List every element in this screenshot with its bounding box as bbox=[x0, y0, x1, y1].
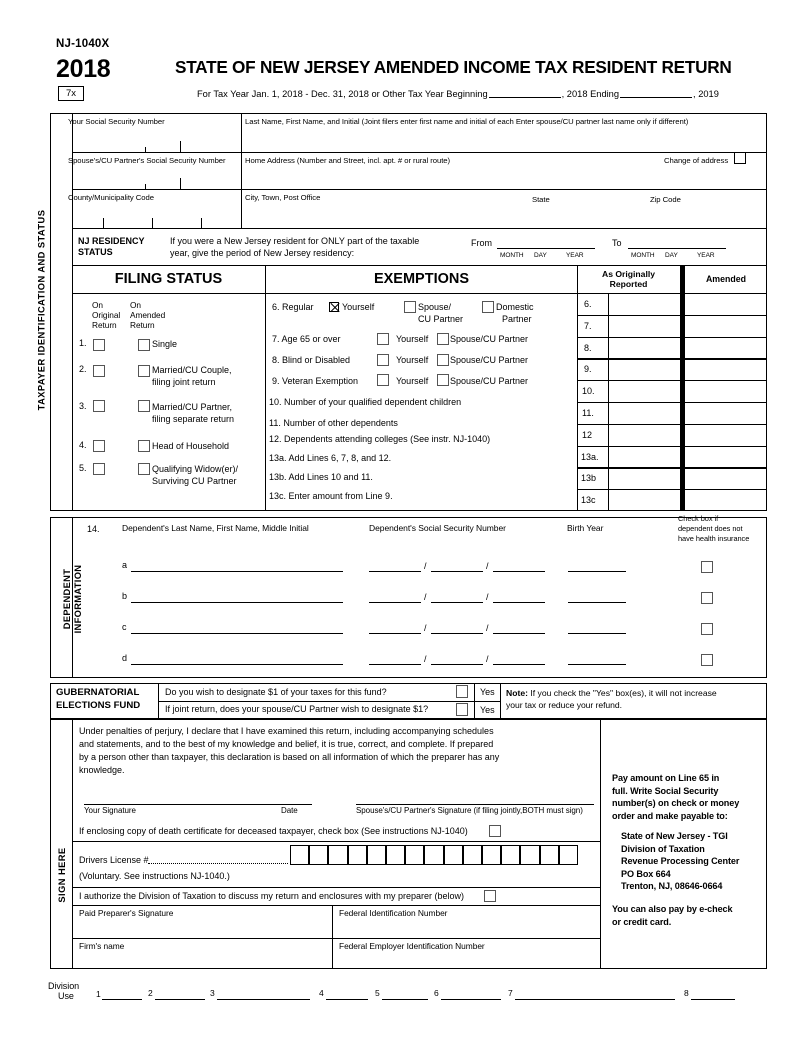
exemption-original-value-13c[interactable] bbox=[609, 490, 680, 511]
exemption-row-number-8: 8. bbox=[584, 343, 592, 353]
filing-col1-label-l1: On bbox=[92, 300, 103, 310]
exemption-row-number-9: 9. bbox=[584, 364, 592, 374]
form-header bbox=[0, 0, 800, 110]
exemption-line6-yourself-label: Yourself bbox=[342, 302, 375, 312]
sidebar-label-dependent-l2: INFORMATION bbox=[73, 564, 83, 634]
exemption-line8-yourself-label: Yourself bbox=[396, 355, 429, 365]
exemption-line6-domestic-checkbox[interactable] bbox=[482, 301, 494, 313]
dependent-col-name: Dependent's Last Name, First Name, Middle Initial bbox=[122, 523, 309, 533]
exemption-line6-domestic-label-l2: Partner bbox=[502, 314, 532, 324]
tax-year-line bbox=[197, 89, 719, 99]
drivers-license-char-box[interactable] bbox=[309, 845, 328, 865]
exemption-line7-yourself-label: Yourself bbox=[396, 334, 429, 344]
residency-title-line1: NJ RESIDENCY bbox=[78, 236, 145, 246]
division-use-number-6: 6 bbox=[434, 988, 439, 998]
exemption-row-number-13a: 13a. bbox=[581, 452, 599, 462]
filing-amended-checkbox-5[interactable] bbox=[138, 463, 150, 475]
payment-echeck-note bbox=[612, 903, 767, 928]
filing-original-checkbox-3[interactable] bbox=[93, 400, 105, 412]
payment-address bbox=[621, 830, 771, 893]
col-as-originally-reported-l2: Reported bbox=[609, 279, 648, 289]
exemption-original-value-7[interactable] bbox=[609, 316, 680, 337]
filing-amended-checkbox-3[interactable] bbox=[138, 400, 150, 412]
exemption-line8-spouse-label: Spouse/CU Partner bbox=[450, 355, 529, 365]
tax-year-end-blank[interactable] bbox=[620, 89, 692, 98]
exemption-line7-spouse-checkbox[interactable] bbox=[437, 333, 449, 345]
dependent-ssn-slash2-a: / bbox=[486, 561, 489, 571]
dependent-ssn-slash2-d: / bbox=[486, 654, 489, 664]
authorize-checkbox[interactable] bbox=[484, 890, 496, 902]
dependent-ssn-part3-b[interactable] bbox=[493, 602, 545, 603]
exemption-line9-label: 9. Veteran Exemption bbox=[272, 376, 359, 386]
filing-row-number-3: 3. bbox=[79, 401, 87, 411]
perjury-statement-l3: by a person other than taxpayer, this declaration is based on all information of which the preparer has any bbox=[79, 752, 500, 762]
gubernatorial-yes-label-1: Yes bbox=[480, 687, 495, 697]
exemption-row-number-13c: 13c bbox=[581, 495, 596, 505]
dependent-col-ssn: Dependent's Social Security Number bbox=[369, 523, 506, 533]
date-label: Date bbox=[281, 806, 298, 815]
drivers-license-char-box[interactable] bbox=[501, 845, 520, 865]
federal-id-label: Federal Identification Number bbox=[339, 908, 448, 918]
drivers-license-char-box[interactable] bbox=[520, 845, 539, 865]
exemption-original-value-12[interactable] bbox=[609, 425, 680, 446]
exemption-line6-domestic-label-l1: Domestic bbox=[496, 302, 534, 312]
drivers-license-dots bbox=[148, 863, 288, 864]
gubernatorial-note-line-2: your tax or reduce your refund. bbox=[506, 700, 622, 710]
dependent-col-check-l3: have health insurance bbox=[678, 534, 750, 543]
residency-text-line2: year, give the period of New Jersey residency: bbox=[170, 248, 355, 258]
division-use-field-5[interactable] bbox=[382, 999, 428, 1000]
dependent-ssn-slash1-a: / bbox=[424, 561, 427, 571]
dependent-line-number: 14. bbox=[87, 524, 100, 534]
dependent-ssn-slash2-c: / bbox=[486, 623, 489, 633]
exemption-original-value-13b[interactable] bbox=[609, 468, 680, 489]
dependent-ssn-part1-a[interactable] bbox=[369, 571, 421, 572]
dependent-row-letter-b: b bbox=[122, 591, 128, 601]
col-amended: Amended bbox=[705, 274, 747, 284]
exemption-row-number-12: 12 bbox=[582, 430, 593, 440]
exemption-amended-value-13c[interactable] bbox=[686, 490, 766, 511]
division-use-label-l1: Division bbox=[48, 981, 80, 991]
filing-row-label-3a: Married/CU Partner, bbox=[152, 402, 233, 412]
filing-amended-checkbox-2[interactable] bbox=[138, 365, 150, 377]
division-use-label-l2: Use bbox=[58, 991, 74, 1001]
exemption-line7-yourself-checkbox[interactable] bbox=[377, 333, 389, 345]
residency-to-day: DAY bbox=[665, 252, 678, 259]
sign-authorize-divider bbox=[72, 887, 600, 888]
tax-year-text-3: , 2019 bbox=[693, 89, 719, 99]
death-certificate-checkbox[interactable] bbox=[489, 825, 501, 837]
sidebar-label-sign-here: SIGN HERE bbox=[57, 847, 67, 903]
drivers-license-char-box[interactable] bbox=[290, 845, 309, 865]
payment-instructions bbox=[612, 772, 762, 822]
exemption-original-value-6[interactable] bbox=[609, 294, 680, 315]
dependent-row-letter-d: d bbox=[122, 653, 128, 663]
dependent-no-insurance-checkbox-b[interactable] bbox=[701, 592, 713, 604]
county-tick-2 bbox=[152, 218, 153, 228]
payment-line-1: Pay amount on Line 65 in bbox=[612, 773, 720, 783]
exemption-amended-value-9[interactable] bbox=[686, 359, 766, 380]
gubernatorial-yes-checkbox-2[interactable] bbox=[456, 703, 468, 716]
spouse-ssn-tick-2 bbox=[180, 178, 181, 189]
filing-col1-label-l3: Return bbox=[92, 320, 117, 330]
dependent-col-check-l2: dependent does not bbox=[678, 524, 743, 533]
residency-to-month: MONTH bbox=[631, 252, 655, 259]
filing-col2-label-l1: On bbox=[130, 300, 141, 310]
exemption-line7-label: 7. Age 65 or over bbox=[272, 334, 341, 344]
residency-from-blank[interactable] bbox=[497, 248, 595, 249]
exemption-line12-label: 12. Dependents attending colleges (See instr. NJ-1040) bbox=[269, 434, 491, 444]
filing-exemptions-divider bbox=[265, 265, 266, 511]
dependent-birth-year-d[interactable] bbox=[568, 664, 626, 665]
exemption-line6-spouse-label-l2: CU Partner bbox=[418, 314, 464, 324]
division-use-number-7: 7 bbox=[508, 988, 513, 998]
firm-name-field[interactable] bbox=[75, 951, 330, 968]
sign-payment-divider bbox=[600, 719, 601, 969]
dependent-ssn-part1-c[interactable] bbox=[369, 633, 421, 634]
division-use-number-8: 8 bbox=[684, 988, 689, 998]
exemption-amended-value-7[interactable] bbox=[686, 316, 766, 337]
dependent-ssn-part3-a[interactable] bbox=[493, 571, 545, 572]
exemption-line9-yourself-label: Yourself bbox=[396, 376, 429, 386]
exemption-original-value-8[interactable] bbox=[609, 338, 680, 359]
exemption-line11-label: 11. Number of other dependents bbox=[269, 418, 398, 428]
filing-col2-label-l3: Return bbox=[130, 320, 155, 330]
perjury-statement-l1: Under penalties of perjury, I declare that I have examined this return, including accompanying schedules bbox=[79, 726, 494, 736]
drivers-license-char-box[interactable] bbox=[540, 845, 559, 865]
division-use-field-4[interactable] bbox=[326, 999, 368, 1000]
dependent-ssn-part2-a[interactable] bbox=[431, 571, 483, 572]
exemption-line6-spouse-checkbox[interactable] bbox=[404, 301, 416, 313]
page-title: STATE OF NEW JERSEY AMENDED INCOME TAX RESIDENT RETURN bbox=[175, 57, 732, 77]
dependent-ssn-part3-d[interactable] bbox=[493, 664, 545, 665]
filing-row-number-1: 1. bbox=[79, 338, 87, 348]
dependent-ssn-part3-c[interactable] bbox=[493, 633, 545, 634]
gubernatorial-note-text: If you check the "Yes" box(es), it will not increase bbox=[527, 688, 717, 698]
gubernatorial-note-divider bbox=[500, 683, 501, 719]
payment-line-4: order and make payable to: bbox=[612, 810, 728, 821]
drivers-license-char-box[interactable] bbox=[482, 845, 501, 865]
exemption-row-number-6: 6. bbox=[584, 299, 592, 309]
exemption-amended-value-13a[interactable] bbox=[686, 446, 766, 467]
filing-row-label-3b: filing separate return bbox=[152, 414, 235, 424]
tax-year-text-1: For Tax Year Jan. 1, 2018 - Dec. 31, 2018 or Other Tax Year Beginning bbox=[197, 89, 488, 99]
gubernatorial-note-line-1 bbox=[506, 688, 717, 698]
filing-row-label-5a: Qualifying Widow(er)/ bbox=[152, 464, 239, 474]
label-state: State bbox=[532, 195, 550, 204]
sign-preparer-divider bbox=[72, 905, 600, 906]
filing-amended-checkbox-4[interactable] bbox=[138, 440, 150, 452]
taxpayer-sidebar-divider bbox=[72, 113, 73, 511]
exemption-line13c-label: 13c. Enter amount from Line 9. bbox=[269, 491, 393, 501]
drivers-license-char-box[interactable] bbox=[348, 845, 367, 865]
exemption-original-value-13a[interactable] bbox=[609, 446, 680, 467]
paid-preparer-label: Paid Preparer's Signature bbox=[79, 908, 174, 918]
tax-year-text-2: , 2018 Ending bbox=[561, 89, 620, 99]
dependent-ssn-slash1-d: / bbox=[424, 654, 427, 664]
filing-row-number-5: 5. bbox=[79, 463, 87, 473]
county-tick-1 bbox=[103, 218, 104, 228]
exemption-line9-yourself-checkbox[interactable] bbox=[377, 374, 389, 386]
exemption-line8-yourself-checkbox[interactable] bbox=[377, 354, 389, 366]
exemption-amended-value-10[interactable] bbox=[686, 381, 766, 402]
exemption-original-value-9[interactable] bbox=[609, 359, 680, 380]
amended-col-left bbox=[680, 265, 685, 511]
filing-row-number-4: 4. bbox=[79, 440, 87, 450]
payment-address-1: State of New Jersey - TGI bbox=[621, 831, 728, 841]
division-use-number-3: 3 bbox=[210, 988, 215, 998]
payment-line-3: number(s) on check or money bbox=[612, 798, 740, 809]
dependent-col-check-l1: Check box if bbox=[678, 514, 719, 523]
dependent-birth-year-a[interactable] bbox=[568, 571, 626, 572]
drivers-license-char-box[interactable] bbox=[444, 845, 463, 865]
exemption-line8-spouse-checkbox[interactable] bbox=[437, 354, 449, 366]
exemption-amended-value-12[interactable] bbox=[686, 425, 766, 446]
sign-firm-divider bbox=[72, 938, 600, 939]
exemption-amended-value-6[interactable] bbox=[686, 294, 766, 315]
exemption-amended-value-11[interactable] bbox=[686, 403, 766, 424]
col-as-originally-reported-l1: As Originally bbox=[601, 269, 655, 279]
drivers-license-char-box[interactable] bbox=[559, 845, 578, 865]
federal-employer-id-field[interactable] bbox=[335, 951, 597, 968]
exemption-row-number-10: 10. bbox=[582, 386, 595, 396]
firm-name-label: Firm's name bbox=[79, 941, 125, 951]
revision-code: 7x bbox=[58, 86, 84, 101]
division-use-field-1[interactable] bbox=[102, 999, 142, 1000]
residency-title-line2: STATUS bbox=[78, 247, 113, 257]
division-use-number-1: 1 bbox=[96, 989, 101, 999]
dependent-ssn-part2-d[interactable] bbox=[431, 664, 483, 665]
division-use-number-2: 2 bbox=[148, 988, 153, 998]
sidebar-label-taxpayer: TAXPAYER IDENTIFICATION AND STATUS bbox=[36, 209, 47, 411]
filing-row-label-2b: filing joint return bbox=[152, 377, 216, 387]
death-certificate-label: If enclosing copy of death certificate for deceased taxpayer, check box (See instructions NJ-1040) bbox=[79, 826, 468, 836]
exemption-row-number-11: 11. bbox=[582, 408, 594, 418]
filing-row-label-4: Head of Household bbox=[152, 441, 230, 451]
dependent-name-field-a[interactable] bbox=[131, 571, 343, 572]
sidebar-label-dependent bbox=[62, 548, 84, 650]
residency-to-blank[interactable] bbox=[628, 248, 726, 249]
drivers-license-char-box[interactable] bbox=[328, 845, 347, 865]
exemption-original-value-10[interactable] bbox=[609, 381, 680, 402]
filing-row-label-2a: Married/CU Couple, bbox=[152, 365, 232, 375]
division-use-number-5: 5 bbox=[375, 988, 380, 998]
payment-address-3: Revenue Processing Center bbox=[621, 856, 740, 867]
exemption-line6-yourself-checkbox[interactable] bbox=[329, 302, 339, 312]
exemption-line9-spouse-label: Spouse/CU Partner bbox=[450, 376, 529, 386]
filing-original-checkbox-4[interactable] bbox=[93, 440, 105, 452]
exemption-line9-spouse-checkbox[interactable] bbox=[437, 374, 449, 386]
division-use-number-4: 4 bbox=[319, 988, 324, 998]
residency-to-year: YEAR bbox=[697, 252, 715, 259]
exemption-amended-value-8[interactable] bbox=[686, 338, 766, 359]
form-number: NJ-1040X bbox=[56, 38, 110, 50]
filing-status-heading: FILING STATUS bbox=[114, 271, 223, 287]
exemption-line6-label: 6. Regular bbox=[272, 302, 314, 312]
exemption-line6-spouse-label-l1: Spouse/ bbox=[418, 302, 452, 312]
filing-original-checkbox-1[interactable] bbox=[93, 339, 105, 351]
perjury-statement-l2: and statements, and to the best of my knowledge and belief, it is true, correct, and complete. If prepared bbox=[79, 739, 494, 749]
gubernatorial-title-l2: ELECTIONS FUND bbox=[56, 700, 141, 711]
residency-from-year: YEAR bbox=[566, 252, 584, 259]
form-year: 2018 bbox=[56, 55, 111, 83]
exemption-line10-label: 10. Number of your qualified dependent children bbox=[269, 397, 462, 407]
residency-from-month: MONTH bbox=[500, 252, 524, 259]
gubernatorial-yes-label-2: Yes bbox=[480, 705, 495, 715]
label-change-of-address: Change of address bbox=[664, 156, 729, 165]
spouse-signature-field[interactable] bbox=[356, 804, 594, 805]
filing-row-label-5b: Surviving CU Partner bbox=[152, 476, 237, 486]
perjury-statement-l4: knowledge. bbox=[79, 765, 125, 775]
dependent-name-field-c[interactable] bbox=[131, 633, 343, 634]
your-signature-label: Your Signature bbox=[84, 806, 136, 815]
drivers-license-char-box[interactable] bbox=[405, 845, 424, 865]
gubernatorial-note-bold: Note: bbox=[506, 688, 528, 698]
drivers-license-char-box[interactable] bbox=[424, 845, 443, 865]
payment-address-5: Trenton, NJ, 08646-0664 bbox=[621, 881, 723, 892]
label-name-line: Last Name, First Name, and Initial (Joint filers enter first name and initial of each Enter spouse/CU partner last name only if different) bbox=[245, 117, 689, 126]
gubernatorial-question-2: If joint return, does your spouse/CU Partner wish to designate $1? bbox=[165, 704, 429, 714]
filing-col2-label-l2: Amended bbox=[130, 310, 166, 320]
label-county-code: County/Municipality Code bbox=[68, 193, 154, 202]
sidebar-label-dependent-l1: DEPENDENT bbox=[62, 568, 72, 630]
id-col-divider-1 bbox=[241, 113, 242, 228]
sign-sidebar-divider bbox=[72, 719, 73, 969]
dependent-birth-year-c[interactable] bbox=[568, 633, 626, 634]
division-use-field-7[interactable] bbox=[515, 999, 675, 1000]
dependent-no-insurance-checkbox-d[interactable] bbox=[701, 654, 713, 666]
payment-address-4: PO Box 664 bbox=[621, 868, 671, 879]
federal-employer-id-label: Federal Employer Identification Number bbox=[339, 941, 485, 951]
gubernatorial-yes-checkbox-1[interactable] bbox=[456, 685, 468, 698]
dependent-ssn-part1-b[interactable] bbox=[369, 602, 421, 603]
division-use-field-6[interactable] bbox=[441, 999, 501, 1000]
tax-year-begin-blank[interactable] bbox=[489, 89, 561, 98]
spouse-ssn-tick-1 bbox=[145, 184, 146, 189]
exemption-line13a-label: 13a. Add Lines 6, 7, 8, and 12. bbox=[269, 453, 392, 463]
exemption-line8-label: 8. Blind or Disabled bbox=[272, 355, 351, 365]
id-row3-divider bbox=[72, 228, 767, 229]
filing-row-number-2: 2. bbox=[79, 364, 87, 374]
federal-id-field[interactable] bbox=[335, 918, 597, 936]
division-use-field-2[interactable] bbox=[155, 999, 205, 1000]
division-use-field-8[interactable] bbox=[691, 999, 735, 1000]
residency-to-label: To bbox=[612, 238, 622, 248]
residency-from-label: From bbox=[471, 238, 492, 248]
gubernatorial-title-l1: GUBERNATORIAL bbox=[56, 687, 140, 698]
filing-original-checkbox-5[interactable] bbox=[93, 463, 105, 475]
label-your-ssn: Your Social Security Number bbox=[68, 117, 165, 126]
drivers-license-char-box[interactable] bbox=[463, 845, 482, 865]
dependent-name-field-d[interactable] bbox=[131, 664, 343, 665]
ssn-tick-1 bbox=[145, 147, 146, 152]
payment-address-2: Division of Taxation bbox=[621, 843, 705, 854]
residency-from-day: DAY bbox=[534, 252, 547, 259]
preparer-col-divider bbox=[332, 905, 333, 969]
dependent-information-section bbox=[50, 517, 767, 678]
spouse-signature-label: Spouse's/CU Partner's Signature (if filing jointly,BOTH must sign) bbox=[356, 806, 583, 815]
dependent-row-letter-a: a bbox=[122, 560, 128, 570]
gubernatorial-yes-col-divider bbox=[474, 683, 475, 719]
drivers-license-char-box[interactable] bbox=[386, 845, 405, 865]
drivers-license-char-box[interactable] bbox=[367, 845, 386, 865]
paid-preparer-signature-field[interactable] bbox=[75, 918, 330, 936]
payment-echeck-1: You can also pay by e-check bbox=[612, 904, 733, 914]
drivers-license-label: Drivers License # bbox=[79, 855, 149, 865]
residency-text-line1: If you were a New Jersey resident for ONLY part of the taxable bbox=[170, 236, 420, 246]
dependent-ssn-slash1-b: / bbox=[424, 592, 427, 602]
dependent-ssn-part2-c[interactable] bbox=[431, 633, 483, 634]
ssn-tick-2 bbox=[180, 141, 181, 152]
sign-drivers-license-divider bbox=[72, 841, 600, 842]
exemption-amended-value-13b[interactable] bbox=[686, 468, 766, 489]
dependent-ssn-slash1-c: / bbox=[424, 623, 427, 633]
your-signature-field[interactable] bbox=[84, 804, 312, 805]
dependent-row-letter-c: c bbox=[122, 622, 127, 632]
exemption-original-value-11[interactable] bbox=[609, 403, 680, 424]
dependent-birth-year-b[interactable] bbox=[568, 602, 626, 603]
dependent-ssn-slash2-b: / bbox=[486, 592, 489, 602]
dependent-name-field-b[interactable] bbox=[131, 602, 343, 603]
exemption-row-number-7: 7. bbox=[584, 321, 592, 331]
exemption-line7-spouse-label: Spouse/CU Partner bbox=[450, 334, 529, 344]
filing-original-checkbox-2[interactable] bbox=[93, 365, 105, 377]
division-use-field-3[interactable] bbox=[217, 999, 310, 1000]
dependent-ssn-part1-d[interactable] bbox=[369, 664, 421, 665]
label-spouse-ssn: Spouse's/CU Partner's Social Security Number bbox=[68, 156, 226, 165]
filing-row-label-1: Single bbox=[152, 339, 178, 349]
payment-echeck-2: or credit card. bbox=[612, 916, 672, 927]
dependent-ssn-part2-b[interactable] bbox=[431, 602, 483, 603]
voluntary-note: (Voluntary. See instructions NJ-1040.) bbox=[79, 871, 230, 881]
label-home-address: Home Address (Number and Street, incl. apt. # or rural route) bbox=[245, 156, 451, 165]
authorize-label: I authorize the Division of Taxation to discuss my return and enclosures with my preparer (below) bbox=[79, 891, 465, 901]
exemptions-heading: EXEMPTIONS bbox=[373, 271, 470, 287]
dependent-no-insurance-checkbox-a[interactable] bbox=[701, 561, 713, 573]
payment-line-2: full. Write Social Security bbox=[612, 785, 719, 796]
label-zip: Zip Code bbox=[650, 195, 681, 204]
gubernatorial-row-divider bbox=[158, 701, 500, 702]
exemption-line13b-label: 13b. Add Lines 10 and 11. bbox=[269, 472, 373, 482]
dependent-col-birth-year: Birth Year bbox=[567, 523, 604, 533]
exemption-row-number-13b: 13b bbox=[581, 473, 597, 483]
id-row1-divider bbox=[72, 152, 767, 153]
county-tick-3 bbox=[201, 218, 202, 228]
filing-amended-checkbox-1[interactable] bbox=[138, 339, 150, 351]
dependent-no-insurance-checkbox-c[interactable] bbox=[701, 623, 713, 635]
filing-col1-label-l2: Original bbox=[92, 310, 121, 320]
change-of-address-checkbox[interactable] bbox=[734, 152, 746, 164]
residency-row-divider bbox=[72, 265, 767, 266]
label-city: City, Town, Post Office bbox=[245, 193, 321, 202]
exemptions-values-divider bbox=[577, 265, 578, 511]
id-row2-divider bbox=[72, 189, 767, 190]
gubernatorial-question-1: Do you wish to designate $1 of your taxes for this fund? bbox=[165, 687, 387, 697]
